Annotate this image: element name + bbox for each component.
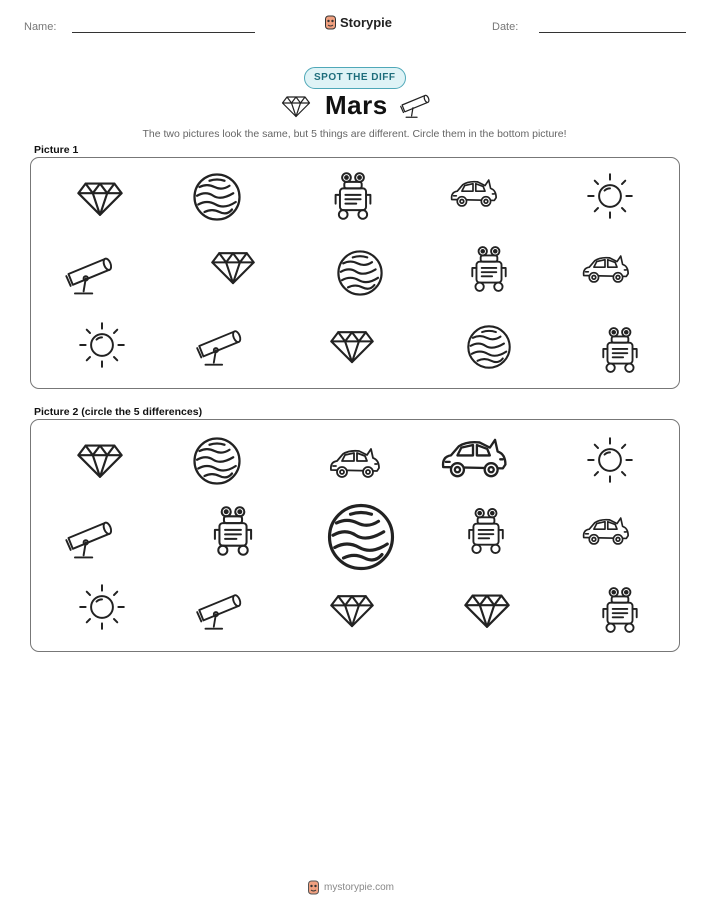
footer [307, 880, 394, 895]
robot-icon[interactable] [331, 171, 375, 226]
car-icon[interactable] [580, 514, 630, 553]
diamond-icon[interactable] [463, 590, 511, 635]
planet-icon[interactable] [463, 324, 515, 375]
telescope-icon[interactable] [193, 586, 245, 639]
diamond-icon[interactable] [329, 590, 375, 635]
diamond-icon[interactable] [329, 326, 375, 371]
sun-icon[interactable] [78, 583, 126, 636]
planet-icon[interactable] [336, 249, 384, 302]
diamond-icon[interactable] [76, 436, 124, 489]
planet-icon[interactable] [326, 501, 396, 578]
telescope-icon[interactable] [62, 250, 116, 303]
sun-icon[interactable] [586, 172, 634, 225]
spot-the-diff-badge: SPOT THE DIFF [304, 67, 406, 89]
page-title: Mars [325, 90, 388, 120]
car-icon[interactable] [448, 176, 498, 215]
telescope-icon[interactable] [193, 322, 245, 375]
planet-icon[interactable] [192, 436, 242, 491]
name-line[interactable] [72, 32, 255, 33]
storypie-logo-icon [324, 15, 337, 30]
title-diamond-icon [281, 94, 311, 123]
sun-icon[interactable] [586, 436, 634, 489]
name-label: Name: [24, 21, 57, 33]
car-icon[interactable] [580, 252, 630, 291]
picture2-label: Picture 2 (circle the 5 differences) [34, 406, 203, 418]
title-telescope-icon [398, 91, 432, 124]
footer-url[interactable]: mystorypie.com [324, 882, 395, 893]
robot-icon[interactable] [468, 245, 510, 298]
picture1-label: Picture 1 [34, 144, 79, 156]
robot-icon[interactable] [598, 326, 642, 379]
date-label: Date: [492, 21, 519, 33]
planet-icon[interactable] [192, 172, 242, 227]
diamond-icon[interactable] [210, 245, 256, 294]
date-line[interactable] [539, 32, 686, 33]
brand-logo [324, 15, 392, 30]
instructions: The two pictures look the same, but 5 things are different. Circle them in the bottom picture! [142, 128, 567, 140]
telescope-icon[interactable] [62, 514, 116, 567]
car-icon[interactable] [438, 429, 508, 492]
storypie-footer-icon [307, 880, 320, 895]
robot-icon[interactable] [465, 506, 507, 561]
sun-icon[interactable] [78, 321, 126, 374]
car-icon[interactable] [327, 446, 381, 485]
brand-name: Storypie [340, 15, 393, 30]
robot-icon[interactable] [210, 505, 256, 562]
diamond-icon[interactable] [76, 174, 124, 227]
robot-icon[interactable] [598, 586, 642, 639]
